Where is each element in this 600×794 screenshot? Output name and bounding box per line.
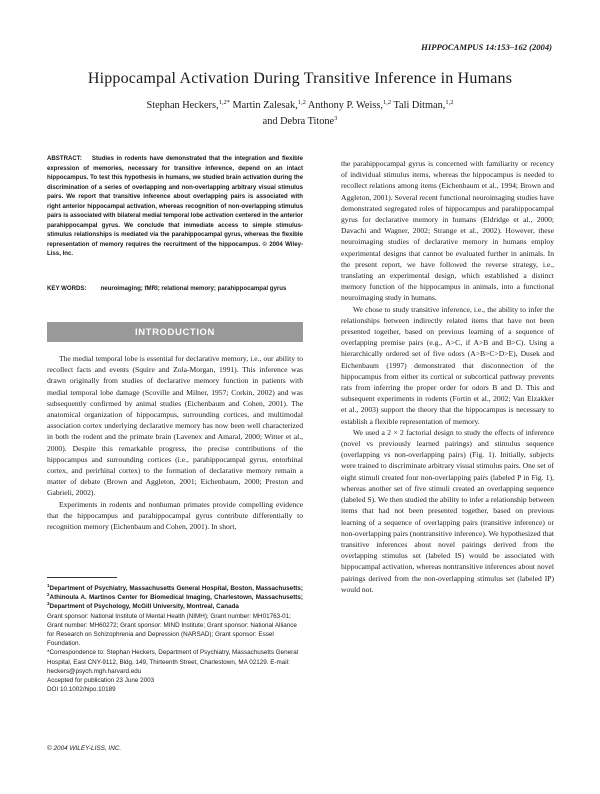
author-affiliation-mark: 1,2: [445, 99, 454, 106]
paragraph: the parahippocampal gyrus is concerned with familiarity or recency of individual stimulus items, whereas the hippocampus is needed to recollect relations among items (Eichenbaum et al., 1994; Brown and Aggleton, 2001). Several recent functional neuroimaging studies have demonstrated segregated roles of hippocampus and parahippocampal gyrus for declarative memory in humans (Eldridge et al., 2000; Davachi and Wagner, 2002; Strange et al., 2002). However, these neuroimaging studies of declarative memory in humans employ experimental designs that cannot be evaluated further in animals. In the present report, we have followed the reverse strategy, i.e., translating an experimental design, which established a distinct memory function of the hippocampus in animals, into a functional neuroimaging study in humans.: [341, 159, 554, 303]
keywords-text: neuroimaging; fMRI; relational memory; parahippocampal gyrus: [100, 285, 287, 292]
author-name: Tali Ditman,: [393, 100, 446, 111]
author-name: and Debra Titone: [262, 116, 335, 127]
author-name: Martin Zalesak,: [232, 100, 298, 111]
abstract-label: ABSTRACT:: [47, 155, 82, 162]
author-list: [60, 98, 540, 130]
paragraph: The medial temporal lobe is essential for declarative memory, i.e., our ability to recollect facts and events (Squire and Zola-Morgan, 1991). This inference was drawn originally from studies of declarative memory function in patients with medial temporal lobe damage (Scoville and Milner, 1957; Corkin, 2002) and was subsequently confirmed by animal studies (Eichenbaum and Cohen, 2001). The anatomical organization of hippocampus, surrounding cortices, and multimodal association cortex underlying declarative memory has now been well characterized in both the rodent and the primate brain (Lavenex and Amaral, 2000; Witter et al., 2000). Despite this remarkable progress, the precise contributions of the hippocampus and surrounding cortices (i.e., parahippocampal gyrus, entorhinal cortex, and perirhinal cortex) to the formation of declarative memory remain a matter of debate (Brown and Aggleton, 2001; Eichenbaum, 2000; Preston and Gabrieli, 2002).: [47, 354, 303, 498]
author-name: Stephan Heckers,: [146, 100, 219, 111]
affiliation-text: Department of Psychology, McGill University, Montreal, Canada: [49, 603, 239, 611]
footnote-divider: [47, 577, 117, 578]
keywords-label: KEY WORDS:: [47, 285, 87, 292]
author-affiliation-mark: 1,2*: [218, 99, 230, 106]
right-column-body: [341, 158, 554, 595]
affiliation-mark: 1: [47, 583, 50, 588]
affiliation-mark: 3: [47, 601, 50, 607]
author-affiliation-mark: 1,2: [297, 99, 306, 106]
section-heading-introduction: INTRODUCTION: [47, 322, 303, 342]
keywords: [47, 284, 303, 293]
affiliation-text: Department of Psychiatry, Massachusetts General Hospital, Boston, Massachusetts;: [49, 585, 303, 592]
journal-citation: HIPPOCAMPUS 14:153–162 (2004): [421, 42, 552, 52]
paragraph: We chose to study transitive inference, i.e., the ability to infer the relationships between indirectly related items that have not been presented together, based on previous learning of a sequence of overlapping premise pairs (e.g., A>C, if A>B and B>C). Using a hierarchically ordered set of five odors (A>B>C>D>E), Dusek and Eichenbaum (1997) demonstrated that disconnection of the hippocampus from either its cortical or subcortical pathway prevents rats from inferring the proper order for odors B and D. This and subsequent experiments in rodents (Fortin et al., 2002; Van Elzakker et al., 2003) support the theory that the hippocampus is necessary to establish a flexible representation of memory.: [341, 304, 554, 426]
correspondence: *Correspondence to: Stephan Heckers, Department of Psychiatry, Massachusetts General Hospital, East CNY-9112, Bldg. 149, Thirteenth Street, Charlestown, MA 02129. E-mail: heckers@psych.mgh.harvard.edu: [47, 649, 299, 675]
accepted-date: Accepted for publication 23 June 2003: [47, 677, 155, 685]
grant-info: Grant sponsor: National Institute of Mental Health (NIMH); Grant number: MH01763-01; Grant number: MH60272; Grant sponsor: MIND Institute; Grant sponsor: National Alliance for Research on Schizophrenia and Depression (NARSAD); Grant sponsor: Essel Foundation.: [47, 612, 297, 648]
doi: DOI 10.1002/hipo.10189: [47, 686, 116, 694]
affiliation-mark: 2: [47, 592, 50, 598]
affiliations: [47, 584, 303, 612]
article-title: Hippocampal Activation During Transitive Inference in Humans: [87, 70, 513, 87]
paragraph: Experiments in rodents and nonhuman primates provide compelling evidence that the hippocampus and parahippocampal gyrus contribute differentially to recognition memory (Eichenbaum and Cohen, 2001). In short,: [47, 499, 303, 532]
abstract-text: Studies in rodents have demonstrated that the integration and flexible expression of memories, necessary for transitive inference, depend on an intact hippocampus. To test this hypothesis in humans, we studied brain activation during the discrimination of a series of overlapping and non-overlapping arbitrary visual stimulus pairs. We report that transitive inference about overlapping pairs is associated with right anterior hippocampal activation, whereas recognition of non-overlapping stimulus pairs is associated with bilateral medial temporal lobe activation centered in the anterior parahippocampal gyrus. We conclude that immediate access to simple stimulus-stimulus relationships is mediated via the parahippocampal gyrus, whereas the flexible representation of memory requires the recruitment of the hippocampus. © 2004 Wiley-Liss, Inc.: [47, 155, 303, 257]
author-name: Anthony P. Weiss,: [307, 100, 383, 111]
left-column-body: [47, 353, 303, 532]
copyright: © 2004 WILEY-LISS, INC.: [47, 745, 122, 752]
footnotes: [47, 584, 303, 694]
affiliation-text: Athinoula A. Martinos Center for Biomedical Imaging, Charlestown, Massachusetts;: [49, 594, 303, 602]
author-affiliation-mark: 1,2: [382, 99, 392, 106]
paragraph: We used a 2 × 2 factorial design to study the effects of inference (novel vs previously learned pairings) and stimulus sequence (overlapping vs non-overlapping pairs) (Fig. 1). Initially, subjects were trained to discriminate arbitrary visual stimulus pairs. One set of eight stimuli created four non-overlapping pairs (labeled P in Fig. 1), whereas another set of five stimuli created an overlapping sequence (labeled S). We then studied the ability to infer a relationship between items that had not been presented together, based on previous learning of a sequence of overlapping pairs (transitive inference) or non-overlapping pairs (nontransitive inference). We hypothesized that transitive inferences about novel pairings derived from the overlapping stimulus set (labeled IS) would be associated with hippocampal activation, whereas nontransitive inferences about novel pairings derived from the non-overlapping stimulus set (labeled IP) would not.: [341, 427, 554, 594]
abstract: [47, 154, 303, 259]
author-affiliation-mark: 3: [334, 115, 338, 122]
